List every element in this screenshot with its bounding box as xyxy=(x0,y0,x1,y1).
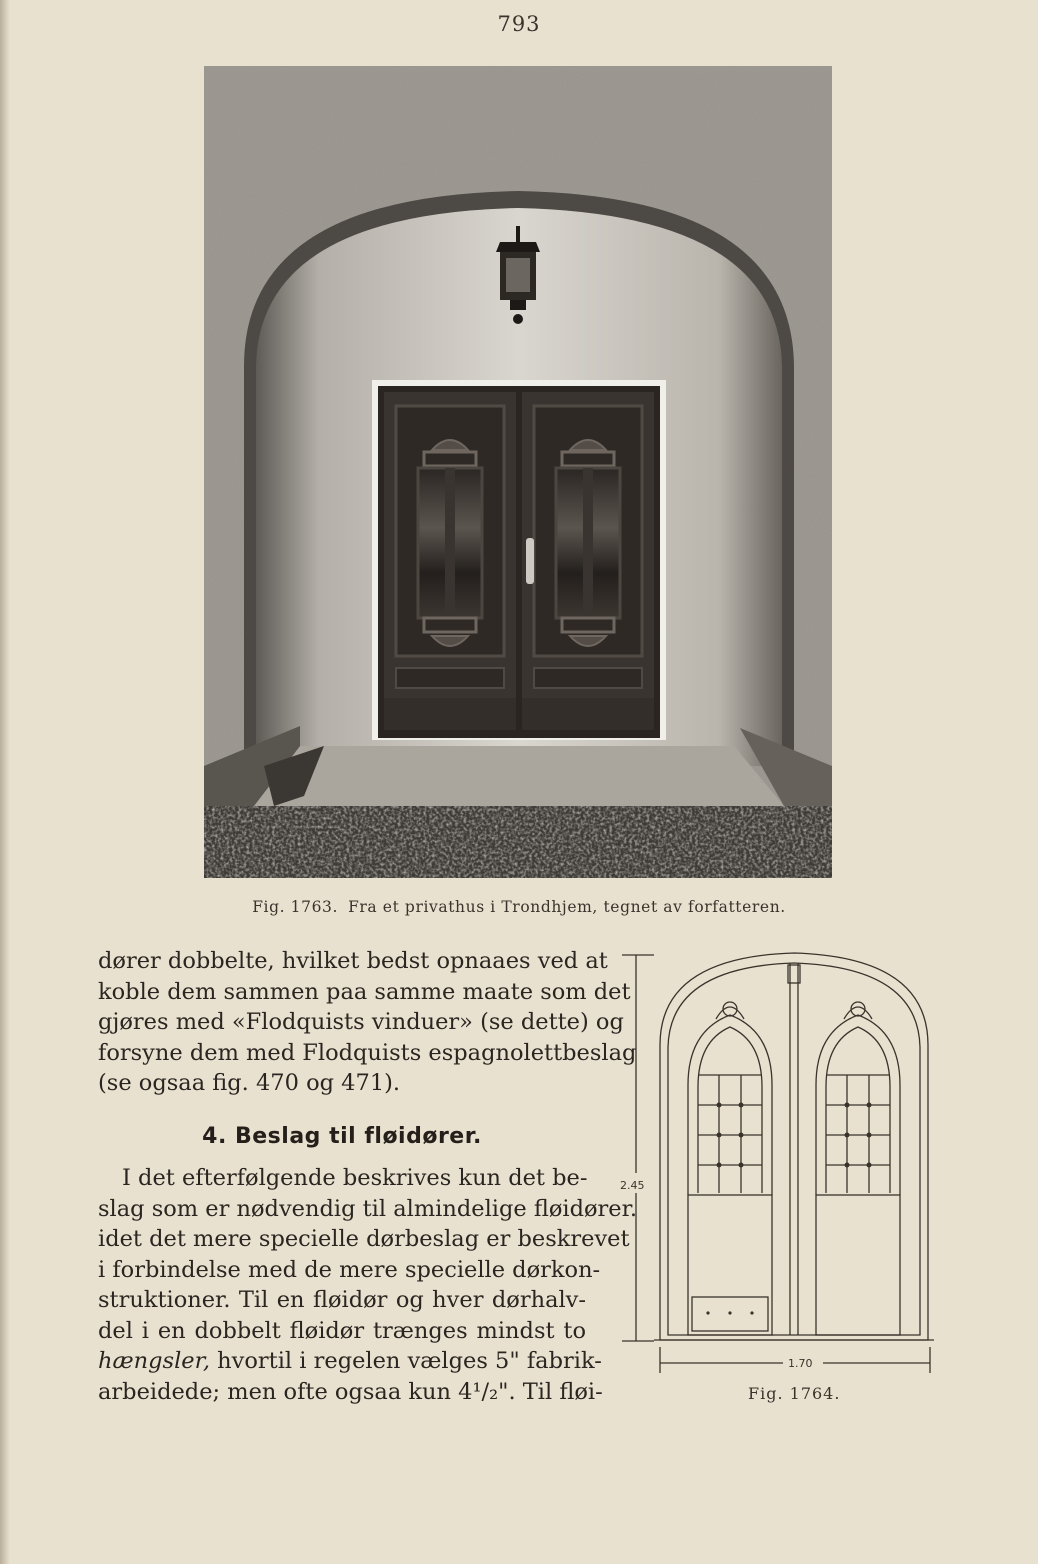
door-photo-illustration xyxy=(204,66,832,878)
paragraph-1-line: dører dobbelte, hvilket bedst opnaaes ved at xyxy=(98,948,608,974)
figure-1763-caption xyxy=(0,898,1038,916)
paragraph-1-line: (se ogsaa fig. 470 og 471). xyxy=(98,1070,401,1096)
paragraph-2-line: idet det mere specielle dørbeslag er beskrevet xyxy=(98,1226,630,1252)
emphasis-hangsler: hængsler, xyxy=(98,1348,211,1374)
dimension-height-label: 2.45 xyxy=(620,1179,645,1192)
figure-1764-caption: Fig. 1764. xyxy=(748,1384,841,1403)
section-heading: 4. Beslag til fløidører. xyxy=(202,1124,482,1149)
paragraph-2-line: slag som er nødvendig til almindelige fløidører. xyxy=(98,1195,638,1222)
paragraph-1 xyxy=(98,946,637,1099)
door-elevation-drawing xyxy=(618,935,948,1385)
paragraph-1-line: gjøres med «Flodquists vinduer» (se dette) og xyxy=(98,1009,624,1035)
paragraph-2-line: del i en dobbelt fløidør trænges mindst to xyxy=(98,1317,586,1344)
paragraph-2-line: arbeidede; men ofte ogsaa kun 4¹/₂". Til fløi- xyxy=(98,1378,603,1405)
paragraph-2-line: struktioner. Til en fløidør og hver dørhalv- xyxy=(98,1287,586,1313)
door-photograph xyxy=(204,66,832,878)
paragraph-1-line: koble dem sammen paa samme maate som det xyxy=(98,978,631,1005)
paragraph-2-line-7 xyxy=(98,1346,602,1377)
page-edge xyxy=(0,0,10,1564)
paragraph-2-line: I det efterfølgende beskrives kun det be- xyxy=(122,1165,588,1191)
door-elevation-svg xyxy=(618,935,948,1385)
paragraph-2-line: i forbindelse med de mere specielle dørkon- xyxy=(98,1256,601,1283)
figure-1763-label: Fig. 1763. xyxy=(252,898,339,916)
paragraph-2-line-7-rest: hvortil i regelen vælges 5" fabrik- xyxy=(210,1348,602,1374)
figure-1763-caption-text: Fra et privathus i Trondhjem, tegnet av forfatteren. xyxy=(348,898,786,916)
page-number: 793 xyxy=(497,12,541,36)
paragraph-1-line: forsyne dem med Flodquists espagnolettbeslag xyxy=(98,1039,637,1066)
dimension-width-label: 1.70 xyxy=(788,1357,813,1370)
